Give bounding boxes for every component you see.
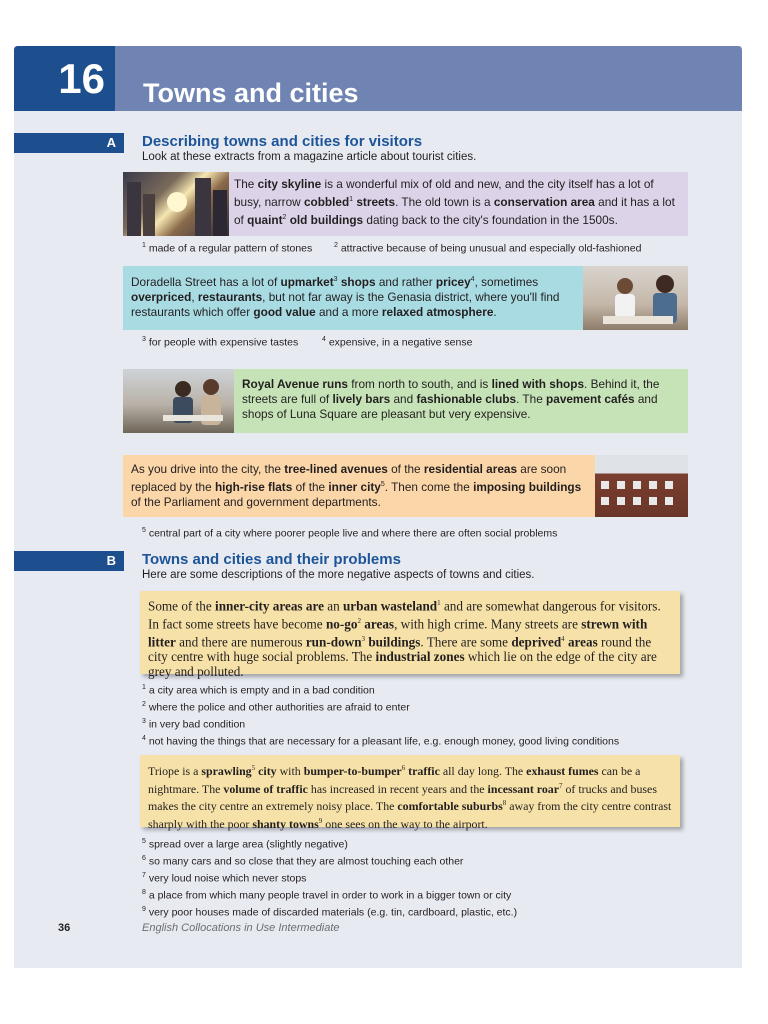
footnotes-b1-b4: $^1$ a city area which is empty and in a bad condition $^2$ where the police and other authorities are afraid to enter $^3$ in very bad condition $^4$ not having the things that are necessary for a pleasant life, e.g. enough money, good living conditions — [142, 684, 620, 748]
footnotes-b5-b9: $^5$ spread over a large area (slightly negative) $^6$ so many cars and so close that they are almost touching each other $^7$ very loud noise which never stops $^8$ a place from which many people travel in order to work in a bigger town or city $^9$ very poor houses made of discarded materials (e.g. tin, cardboard, plastic, etc.) — [142, 838, 518, 919]
footnote-a2: $^2$ attractive because of being unusual and especially old-fashioned — [334, 242, 642, 255]
city-skyline-photo — [123, 172, 229, 236]
footnote-a4: $^4$ expensive, in a negative sense — [322, 336, 473, 349]
footnote-a3: $^3$ for people with expensive tastes — [142, 336, 299, 349]
skyline-text-box: The city skyline is a wonderful mix of old and new, and the city itself has a lot of busy, narrow cobbled$^1$ streets. The old town is a conservation area and it has a lot of quaint$^2$ old buildings dating back to the city's foundation in the 1500s. — [229, 172, 688, 236]
section-b-tab: B — [14, 551, 124, 571]
footnote-a1: $^1$ made of a regular pattern of stones — [142, 242, 313, 255]
section-b-title: Towns and cities and their problems — [142, 551, 401, 568]
traffic-text-box: Triope is a sprawling$^5$ city with bumper-to-bumper$^6$ traffic all day long. The exhaust fumes can be a nightmare. The volume of traffic has increased in recent years and the incessant roar$^7$ of trucks and buses makes the city centre an extremely noisy place. The comfortable suburbs$^8$ away from the city centre contrast sharply with the poor shanty towns$^9$ one sees on the way to the airport. — [140, 755, 680, 827]
unit-number: 16 — [14, 46, 115, 111]
restaurant-photo — [583, 266, 688, 330]
section-a-title: Describing towns and cities for visitors — [142, 133, 423, 150]
page-number: 36 — [58, 922, 71, 934]
section-b-intro: Here are some descriptions of the more negative aspects of towns and cities. — [142, 569, 535, 581]
section-a-tab: A — [14, 133, 124, 153]
footnote-a5: $^5$ central part of a city where poorer people live and where there are often social problems — [142, 527, 558, 540]
restaurants-text-box: Doradella Street has a lot of upmarket$^3$ shops and rather pricey$^4$, sometimes overpriced, restaurants, but not far away is the Genasia district, where you'll find restaurants which offer good value and a more relaxed atmosphere. — [123, 266, 583, 330]
unit-title: Towns and cities — [143, 78, 359, 108]
section-a-intro: Look at these extracts from a magazine article about tourist cities. — [142, 151, 477, 163]
royal-avenue-text-box: Royal Avenue runs from north to south, and is lined with shops. Behind it, the streets are full of lively bars and fashionable clubs. The pavement cafés and shops of Luna Square are pleasant but very expensive. — [234, 369, 688, 433]
residential-text-box: As you drive into the city, the tree-lined avenues of the residential areas are soon replaced by the high-rise flats of the inner city$^5$. Then come the imposing buildings of the Parliament and government departments. — [123, 455, 595, 517]
buildings-photo — [595, 455, 688, 517]
inner-city-text-box: Some of the inner-city areas are an urban wasteland$^1$ and are somewhat dangerous for visitors. In fact some streets have become $no-go^2$ areas, with high crime. Many streets are strewn with litter and there are numerous run-down$^3$ buildings. There are some deprived$^4$ areas round the city centre with huge social problems. The industrial zones which lie on the edge of the city are grey and polluted. — [140, 591, 680, 674]
book-title: English Collocations in Use Intermediate — [142, 922, 340, 934]
unit-header-band — [14, 46, 742, 111]
cafe-photo — [123, 369, 234, 433]
